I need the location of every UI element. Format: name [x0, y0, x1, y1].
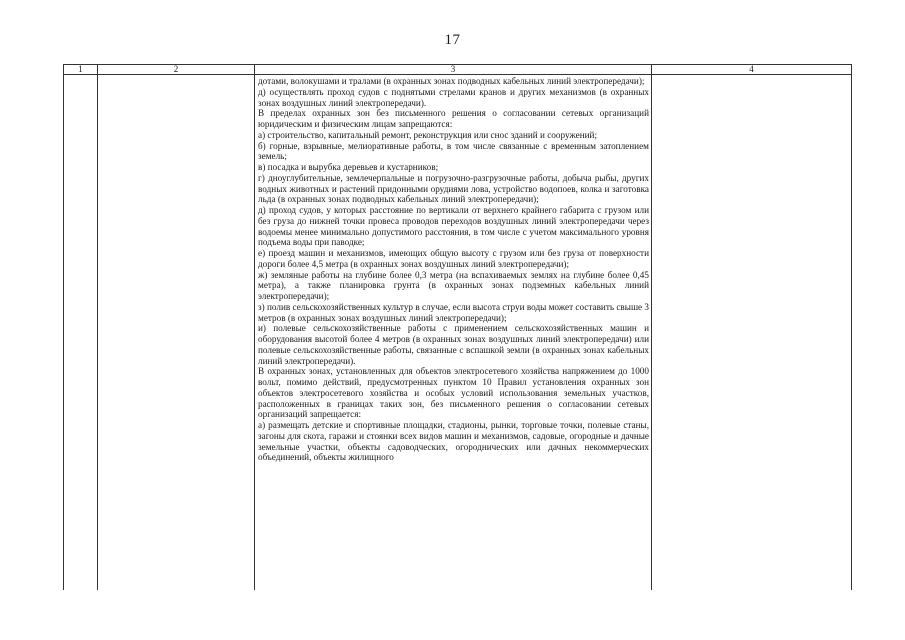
column-header-4: 4 [652, 65, 852, 75]
paragraph: и) полевые сельскохозяйственные работы с применением сельскохозяйственных машин и оборудования высотой более 4 метров (в охранных зонах воздушных линий электропередачи) или полевые сельскохозяйственные работы, связанные с вспашкой земли (в охранных зонах кабельных линий электропередачи). [258, 323, 649, 366]
paragraph: В пределах охранных зон без письменного решения о согласовании сетевых организаций юридическим и физическим лицам запрещаются: [258, 108, 649, 129]
paragraph: д) осуществлять проход судов с поднятыми стрелами кранов и других механизмов (в охранных зонах воздушных линий электропередачи). [258, 86, 649, 108]
regulation-table [63, 64, 852, 590]
column-header-3: 3 [255, 65, 652, 75]
page-number: 17 [444, 32, 461, 48]
table-cell-col2 [98, 75, 255, 591]
table-row [64, 75, 852, 591]
paragraph: ж) земляные работы на глубине более 0,3 метра (на вспахиваемых землях на глубине более 0,45 метра), а также планировка грунта (в охранных зонах подземных кабельных линий электропередачи); [258, 269, 649, 301]
paragraph: а) размещать детские и спортивные площадки, стадионы, рынки, торговые точки, полевые станы, загоны для скота, гаражи и стоянки всех видов машин и механизмов, садовые, огородные и дачные земельные участки, объекты садоводческих, огороднических или дачных некоммерческих объединений, объекты жилищного [258, 420, 649, 463]
table-cell-col1 [64, 75, 98, 591]
paragraph: а) строительство, капитальный ремонт, реконструкция или снос зданий и сооружений; [258, 129, 598, 140]
paragraph: з) полив сельскохозяйственных культур в случае, если высота струи воды может составить свыше 3 метров (в охранных зонах воздушных линий электропередачи); [258, 301, 649, 323]
paragraph: В охранных зонах, установленных для объектов электросетевого хозяйства напряжением до 1000 вольт, помимо действий, предусмотренных пунктом 10 Правил установления охранных зон объектов электросетевого хозяйства и особых условий использования земельных участков, расположенных в границах таких зон, без письменного решения о согласовании сетевых организаций запрещается: [258, 366, 649, 420]
column-header-1: 1 [64, 65, 98, 75]
paragraph: б) горные, взрывные, мелиоративные работы, в том числе связанные с временным затоплением земель; [258, 140, 649, 162]
table-cell-col3 [255, 75, 652, 591]
paragraph: е) проезд машин и механизмов, имеющих общую высоту с грузом или без груза от поверхности дороги более 4,5 метра (в охранных зонах воздушных линий электропередачи); [258, 248, 649, 269]
table-cell-col4 [652, 75, 852, 591]
paragraph: дотами, волокушами и тралами (в охранных зонах подводных кабельных линий электропередачи); [258, 76, 645, 86]
paragraph: г) дноуглубительные, землечерпальные и погрузочно-разгрузочные работы, добыча рыбы, других водных животных и растений придонными орудиями лова, устройство водопоев, колка и заготовка льда (в охранных зонах подводных кабельных линий электропередачи); [258, 172, 649, 205]
restrictions-text [255, 75, 651, 590]
column-header-2: 2 [98, 65, 255, 75]
paragraph: д) проход судов, у которых расстояние по вертикали от верхнего крайнего габарита с грузом или без груза до нижней точки провеса проводов переходов воздушных линий электропередачи через водоемы менее минимально допустимого расстояния, в том числе с учетом максимального уровня подъема воды при паводке; [258, 205, 649, 248]
paragraph: в) посадка и вырубка деревьев и кустарников; [258, 162, 439, 172]
table-header-row [64, 65, 852, 75]
